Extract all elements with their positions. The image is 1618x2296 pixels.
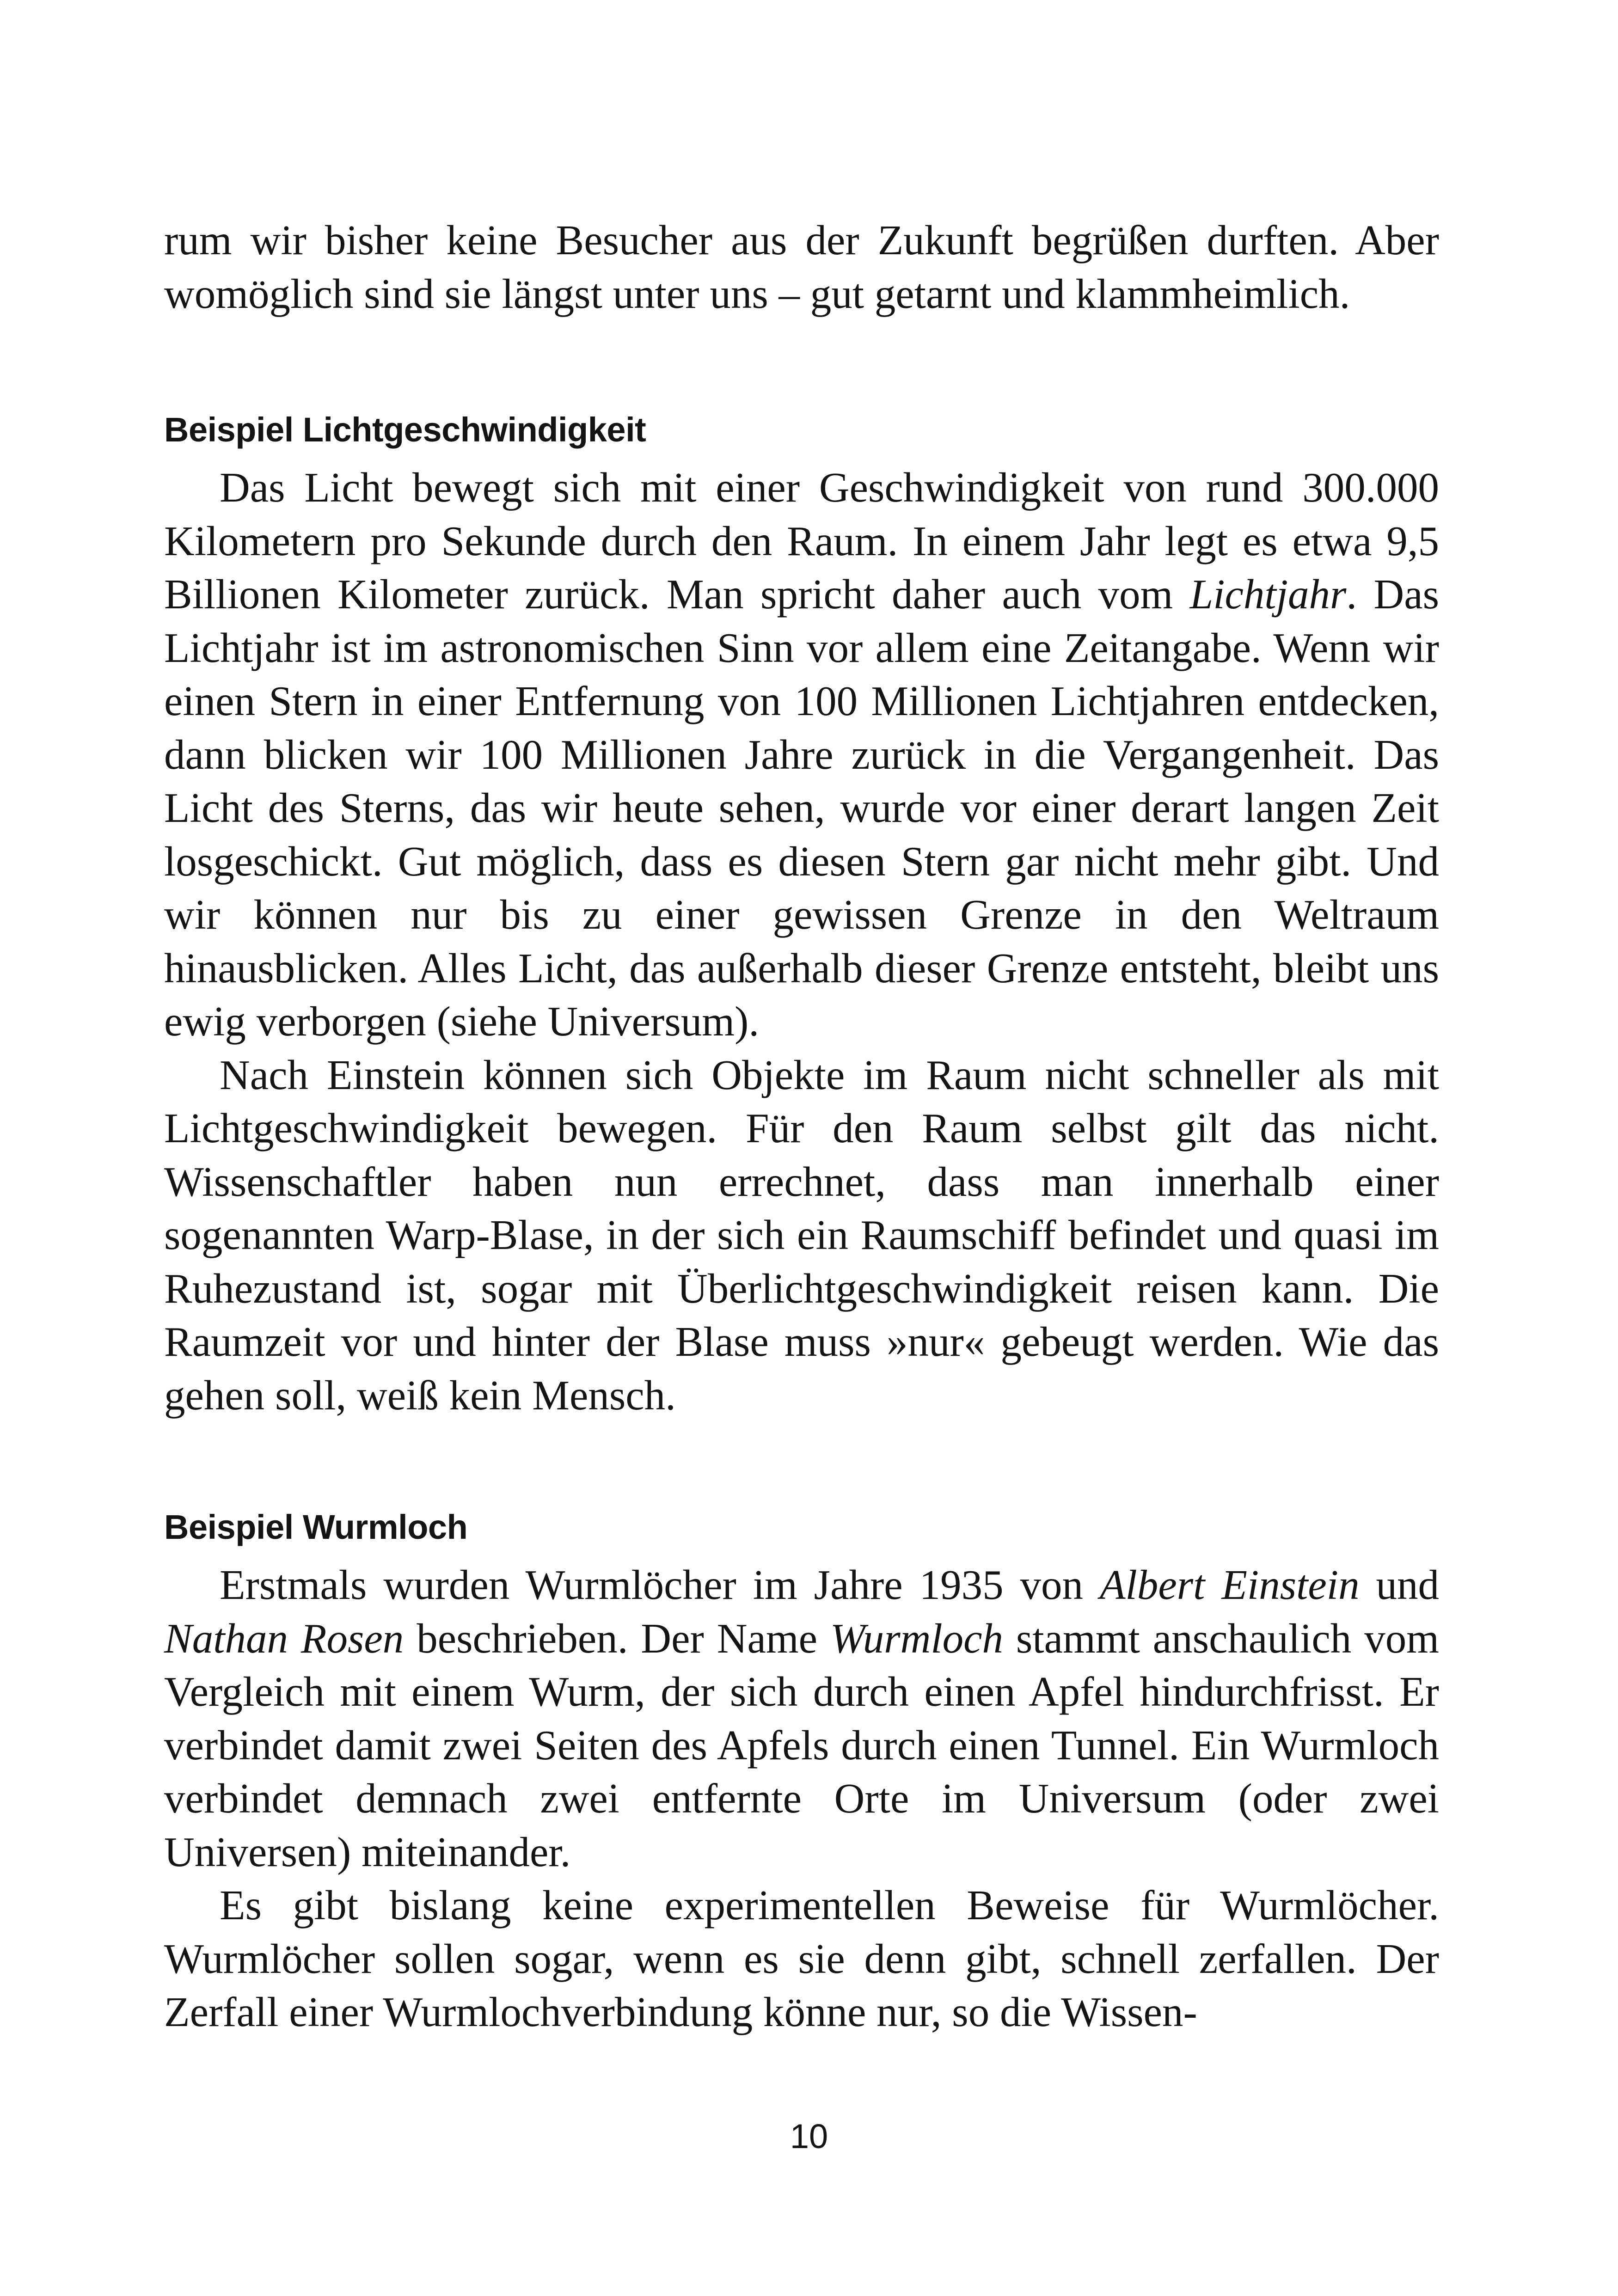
section-wormhole-body (164, 1558, 1439, 2039)
term-lichtjahr: Lichtjahr (1189, 571, 1347, 618)
intro-paragraph: rum wir bisher keine Besucher aus der Zukunft begrüßen durften. Aber womöglich sind sie längst unter uns – gut getarnt und klammheimlich. (164, 217, 1439, 317)
name-albert-einstein: Albert Einstein (1099, 1561, 1360, 1608)
light-paragraph-2: Nach Einstein können sich Objekte im Raum nicht schneller als mit Lichtgeschwindigkeit bewegen. Für den Raum selbst gilt das nicht. Wissenschaftler haben nun errechnet, dass man innerhalb einer sogenannten Warp-Blase, in der sich ein Raumschiff befindet und quasi im Ruhezustand ist, sogar mit Überlichtgeschwindigkeit reisen kann. Die Raumzeit vor und hinter der Blase muss »nur« gebeugt werden. Wie das gehen soll, weiß kein Mensch. (164, 1051, 1439, 1419)
section-heading-wormhole: Beispiel Wurmloch (164, 1508, 468, 1546)
section-light-body (164, 461, 1439, 1422)
term-wurmloch: Wurmloch (830, 1615, 1004, 1662)
name-nathan-rosen: Nathan Rosen (164, 1615, 404, 1662)
wormhole-paragraph-2: Es gibt bislang keine experimentellen Beweise für Wurmlöcher. Wurmlöcher sollen sogar, wenn es sie denn gibt, schnell zerfallen. Der Zerfall einer Wurmlochverbindung könne nur, so die Wissen- (164, 1882, 1439, 2035)
light-paragraph-1: Das Licht bewegt sich mit einer Geschwindigkeit von rund 300.000 Kilometern pro Sekunde durch den Raum. In einem Jahr legt es etwa 9,5 Billionen Kilometer zurück. Man spricht daher auch vom Lichtjahr. Das Lichtjahr ist im astronomischen Sinn vor allem eine Zeitangabe. Wenn wir einen Stern in einer Entfernung von 100 Millionen Lichtjahren entdecken, dann blicken wir 100 Millionen Jahre zurück in die Vergangenheit. Das Licht des Sterns, das wir heute sehen, wurde vor einer derart langen Zeit losgeschickt. Gut möglich, dass es diesen Stern gar nicht mehr gibt. Und wir können nur bis zu einer gewissen Grenze in den Weltraum hinausblicken. Alles Licht, das außerhalb dieser Grenze entsteht, bleibt uns ewig verborgen (siehe Universum). (164, 464, 1439, 1045)
wormhole-paragraph-1: Erstmals wurden Wurmlöcher im Jahre 1935 von Albert Einstein und Nathan Rosen beschrieben. Der Name Wurmloch stammt anschaulich vom Vergleich mit einem Wurm, der sich durch einen Apfel hindurchfrisst. Er verbindet damit zwei Seiten des Apfels durch einen Tunnel. Ein Wurmloch verbindet demnach zwei entfernte Orte im Universum (oder zwei Universen) miteinander. (164, 1561, 1439, 1875)
page-number: 10 (790, 2117, 828, 2155)
section-heading-light: Beispiel Lichtgeschwindigkeit (164, 410, 646, 449)
intro-text (164, 214, 1439, 320)
